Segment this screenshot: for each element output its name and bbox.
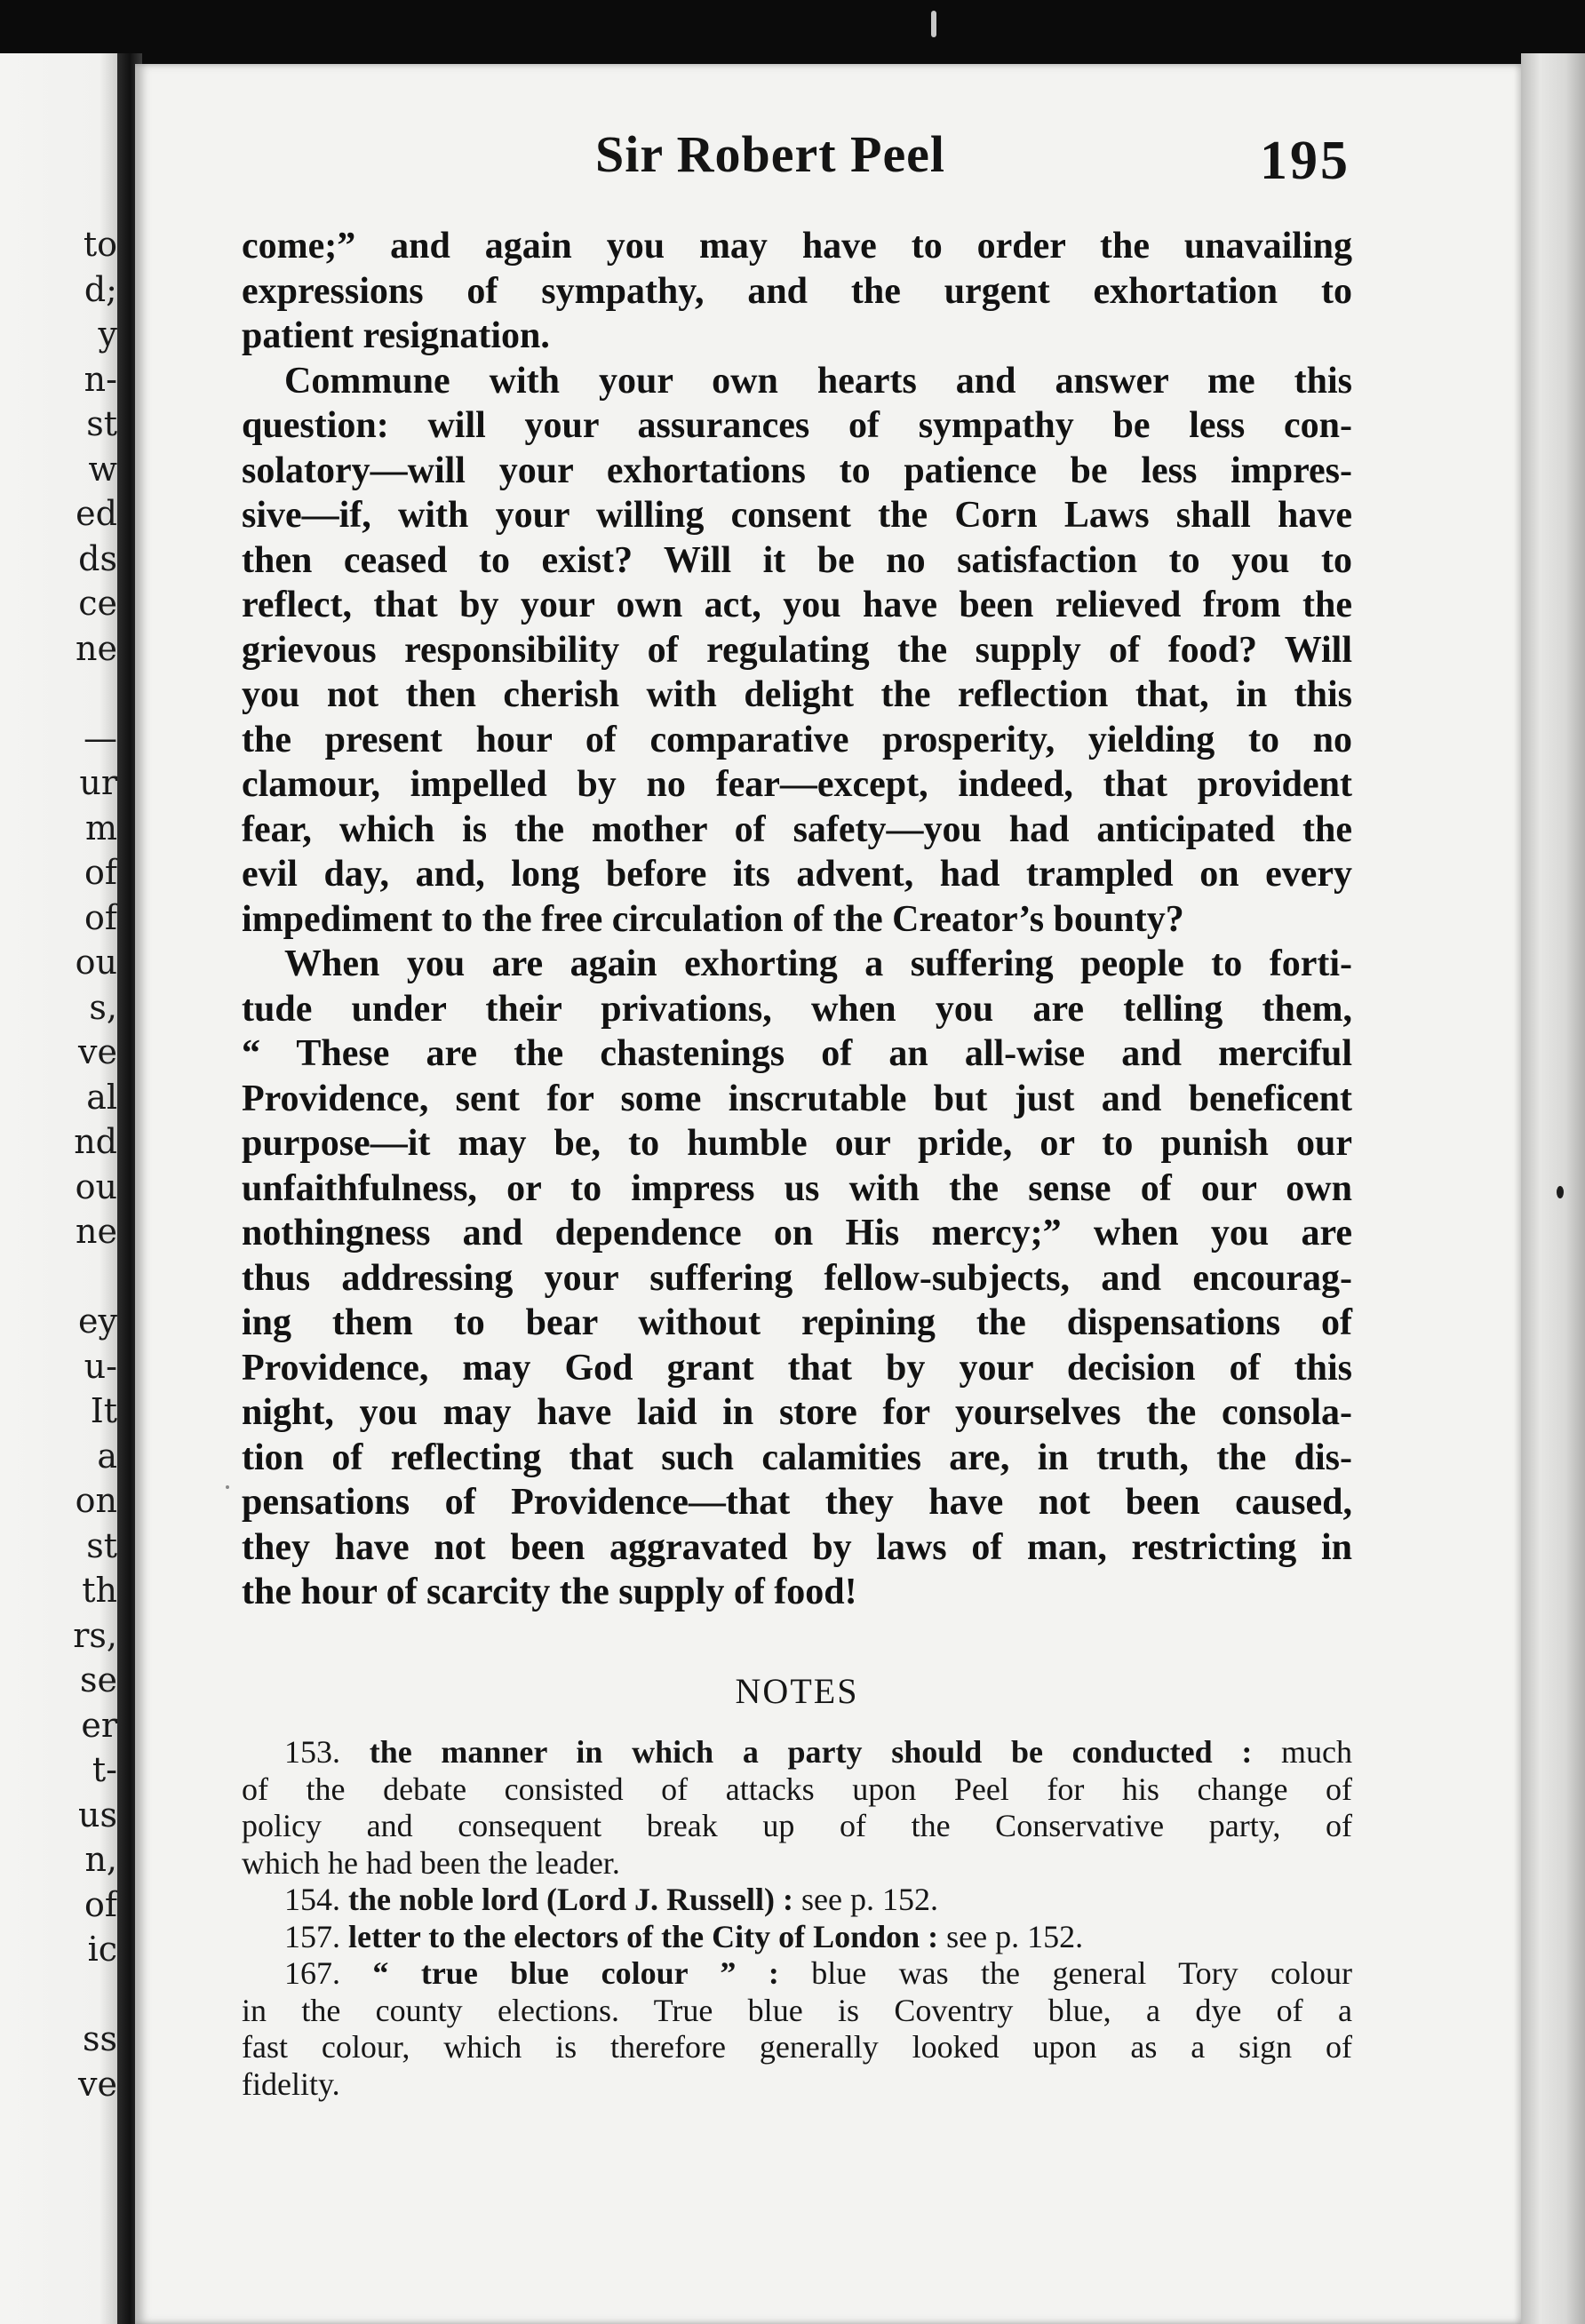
body-line: fear, which is the mother of safety—you had anticipated the bbox=[242, 808, 1352, 850]
note-item bbox=[242, 1919, 1352, 1956]
previous-page-fragment: y bbox=[98, 314, 117, 354]
previous-page-fragment: se bbox=[80, 1660, 117, 1699]
body-line: nothingness and dependence on His mercy;” when you are bbox=[242, 1213, 1352, 1254]
previous-page-fragment bbox=[0, 1254, 117, 1300]
note-continuation-line: fast colour, which is therefore generally looked upon as a sign of bbox=[242, 2029, 1352, 2065]
body-line: patient resignation. bbox=[242, 315, 550, 356]
scan-speck bbox=[226, 1485, 229, 1489]
notes-section bbox=[242, 1734, 1352, 2103]
note-text: see p. 152. bbox=[801, 1882, 938, 1917]
body-line: grievous responsibility of regulating the supply of food? Will bbox=[242, 629, 1352, 671]
page-right-edge bbox=[1521, 53, 1585, 2324]
body-line: reflect, that by your own act, you have been relieved from the bbox=[242, 585, 1352, 625]
previous-page-fragment: ic bbox=[87, 1930, 117, 1969]
note-continuation-line: of the debate consisted of attacks upon Peel for his change of bbox=[242, 1771, 1352, 1807]
body-line: solatory—will your exhortations to patience be less impres- bbox=[242, 450, 1352, 491]
previous-page-edge bbox=[0, 53, 124, 2324]
previous-page-fragment bbox=[0, 671, 117, 716]
previous-page-fragment: ey bbox=[78, 1301, 117, 1341]
note-number: 167. bbox=[284, 1955, 340, 1991]
note-text: much bbox=[1281, 1734, 1353, 1770]
body-line: impediment to the free circulation of the Creator’s bounty? bbox=[242, 898, 1184, 940]
previous-page-fragment: ou bbox=[75, 943, 117, 982]
previous-page-fragment: w bbox=[88, 449, 117, 489]
previous-page-fragment: m bbox=[84, 808, 117, 848]
previous-page-fragment: d; bbox=[84, 269, 117, 309]
body-line: expressions of sympathy, and the urgent exhortation to bbox=[242, 270, 1352, 312]
body-text bbox=[242, 224, 1352, 1615]
body-line: evil day, and, long before its advent, had trampled on every bbox=[242, 854, 1352, 895]
note-term: the manner in which a party should be conducted : bbox=[369, 1734, 1253, 1770]
previous-page-fragment: to bbox=[83, 225, 117, 264]
previous-page-fragment: ne bbox=[76, 1212, 117, 1251]
note-text: see p. 152. bbox=[946, 1918, 1084, 1954]
body-line: Commune with your own hearts and answer me this bbox=[284, 360, 1352, 402]
note-continuation-line: in the county elections. True blue is Coventry blue, a dye of a bbox=[242, 1992, 1352, 2028]
body-line: thus addressing your suffering fellow-subjects, and encourag- bbox=[242, 1257, 1352, 1299]
note-continuation-line: policy and consequent break up of the Conservative party, of bbox=[242, 1808, 1352, 1843]
body-line: then ceased to exist? Will it be no satisfaction to you to bbox=[242, 539, 1352, 581]
previous-page-fragment: ds bbox=[78, 538, 117, 578]
previous-page-fragment: er bbox=[81, 1705, 117, 1745]
body-line: When you are again exhorting a suffering people to forti- bbox=[284, 943, 1352, 984]
notes-heading: NOTES bbox=[735, 1671, 859, 1711]
previous-page-fragment: — bbox=[84, 718, 117, 758]
previous-page-fragment: st bbox=[86, 1525, 117, 1565]
body-line: Providence, may God grant that by your decision of this bbox=[242, 1347, 1352, 1389]
previous-page-fragment: of bbox=[84, 1884, 117, 1924]
body-line: you not then cherish with delight the reflection that, in this bbox=[242, 674, 1352, 715]
body-line: question: will your assurances of sympathy be less con- bbox=[242, 405, 1352, 446]
running-header bbox=[498, 124, 1350, 195]
scan-speck bbox=[1557, 1186, 1564, 1198]
body-line: purpose—it may be, to humble our pride, or to punish our bbox=[242, 1123, 1352, 1164]
scan-speck bbox=[931, 11, 936, 37]
note-item bbox=[242, 1882, 1352, 1919]
body-line: Providence, sent for some inscrutable but just and beneficent bbox=[242, 1078, 1352, 1119]
previous-page-fragment: n- bbox=[84, 359, 117, 399]
body-line: sive—if, with your willing consent the Corn Laws shall have bbox=[242, 495, 1352, 536]
body-line: the present hour of comparative prosperity, yielding to no bbox=[242, 719, 1352, 760]
previous-page-fragment: on bbox=[75, 1481, 117, 1520]
previous-page-fragment: a bbox=[97, 1436, 117, 1476]
body-line: tion of reflecting that such calamities are, in truth, the dis- bbox=[242, 1437, 1352, 1478]
note-term: “ true blue colour ” : bbox=[372, 1955, 779, 1991]
previous-page-fragment: al bbox=[86, 1077, 117, 1117]
previous-page-fragment: ur bbox=[79, 763, 117, 802]
previous-page-fragment: us bbox=[78, 1795, 117, 1835]
previous-page-fragment: ss bbox=[82, 2019, 117, 2058]
scan-top-border bbox=[0, 0, 1585, 64]
previous-page-fragment: ce bbox=[78, 584, 117, 623]
page-number: 195 bbox=[1260, 131, 1350, 191]
note-number: 157. bbox=[284, 1918, 340, 1954]
note-item bbox=[242, 1734, 1352, 1771]
body-line: come;” and again you may have to order the unavailing bbox=[242, 226, 1352, 267]
body-line: unfaithfulness, or to impress us with the sense of our own bbox=[242, 1167, 1352, 1209]
note-number: 154. bbox=[284, 1882, 340, 1917]
previous-page-fragment: th bbox=[82, 1571, 117, 1610]
note-term: letter to the electors of the City of London : bbox=[348, 1918, 939, 1954]
body-line: tude under their privations, when you are telling them, bbox=[242, 988, 1352, 1030]
previous-page-fragment: ve bbox=[78, 2064, 117, 2104]
body-line: they have not been aggravated by laws of man, restricting in bbox=[242, 1526, 1352, 1568]
previous-page-fragment: st bbox=[86, 404, 117, 443]
previous-page-fragment: ne bbox=[76, 628, 117, 668]
note-number: 153. bbox=[284, 1734, 340, 1770]
previous-page-fragment: rs, bbox=[73, 1615, 117, 1655]
previous-page-fragment: of bbox=[84, 853, 117, 892]
previous-page-fragment: It bbox=[90, 1391, 117, 1430]
previous-page-fragment: ed bbox=[76, 494, 117, 533]
note-term: the noble lord (Lord J. Russell) : bbox=[348, 1882, 794, 1917]
note-text: blue was the general Tory colour bbox=[811, 1955, 1353, 1991]
previous-page-fragment: ou bbox=[75, 1166, 117, 1206]
note-item bbox=[242, 1955, 1352, 1993]
previous-page-fragment: ve bbox=[78, 1032, 117, 1071]
body-line: pensations of Providence—that they have not been caused, bbox=[242, 1482, 1352, 1523]
note-continuation-line: fidelity. bbox=[242, 2065, 340, 2102]
previous-page-text-fragments bbox=[0, 222, 117, 2106]
previous-page-fragment bbox=[0, 1972, 117, 2018]
body-line: night, you may have laid in store for yourselves the consola- bbox=[242, 1392, 1352, 1433]
previous-page-fragment: u- bbox=[84, 1346, 117, 1386]
body-line: clamour, impelled by no fear—except, indeed, that provident bbox=[242, 764, 1352, 805]
previous-page-fragment: s, bbox=[89, 987, 117, 1027]
previous-page-fragment: of bbox=[84, 897, 117, 937]
body-line: the hour of scarcity the supply of food! bbox=[242, 1572, 857, 1612]
previous-page-fragment: nd bbox=[74, 1122, 117, 1161]
body-line: ing them to bear without repining the dispensations of bbox=[242, 1302, 1352, 1343]
previous-page-fragment: n, bbox=[84, 1840, 117, 1879]
previous-page-fragment: t- bbox=[92, 1750, 117, 1789]
body-line: “ These are the chastenings of an all-wise and merciful bbox=[242, 1033, 1352, 1074]
note-continuation-line: which he had been the leader. bbox=[242, 1844, 620, 1881]
running-header-title: Sir Robert Peel bbox=[595, 125, 946, 183]
